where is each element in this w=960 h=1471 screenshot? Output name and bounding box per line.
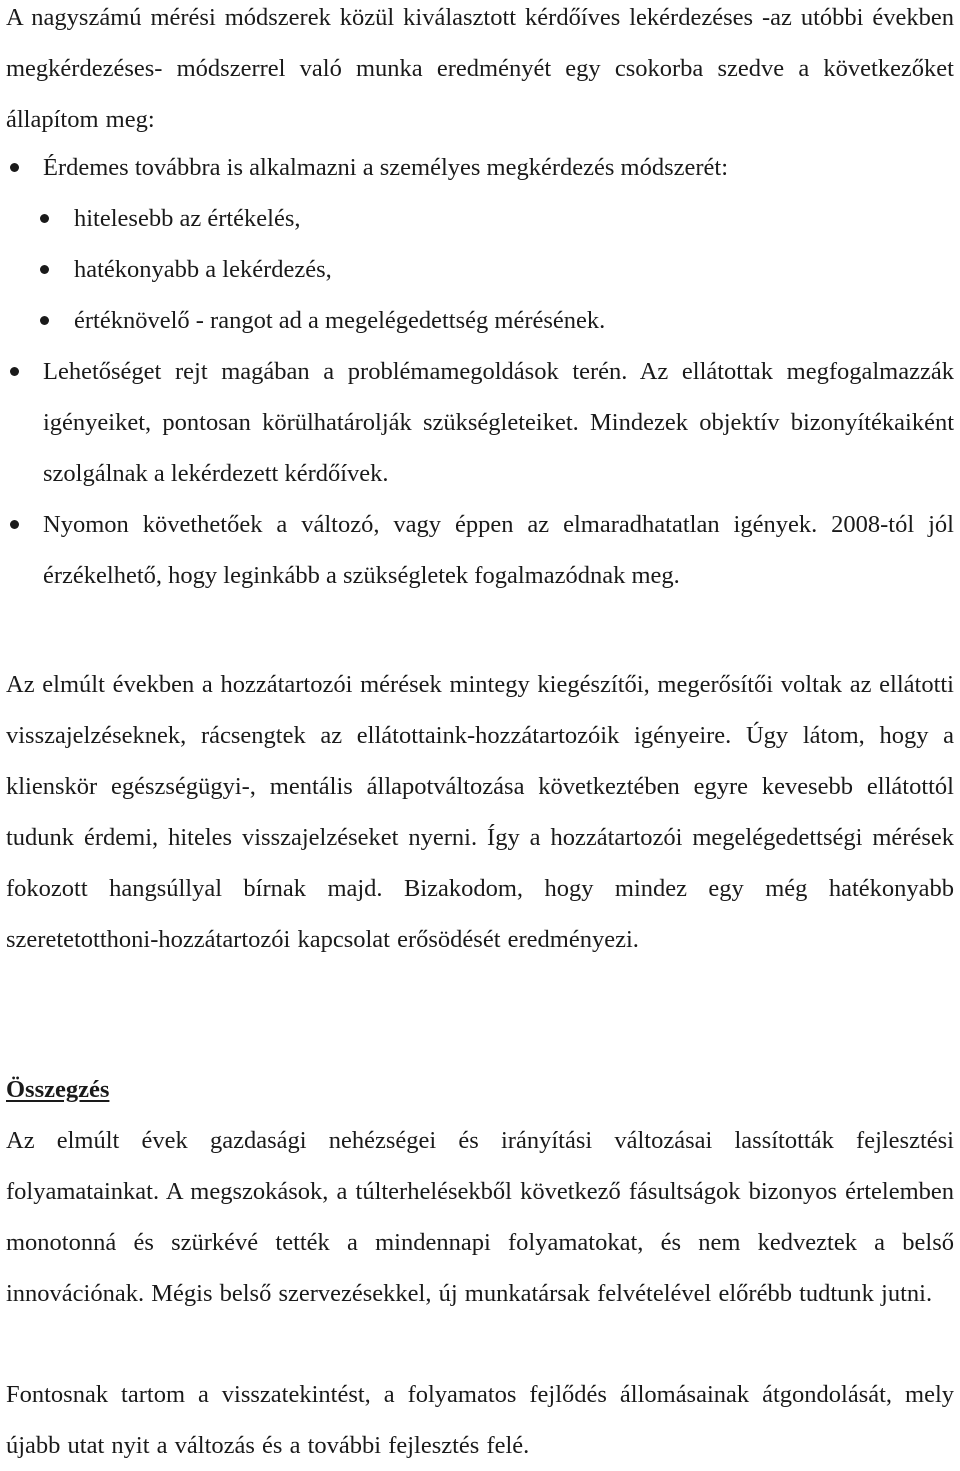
list-item: [0, 142, 954, 346]
bullet-icon: [40, 265, 49, 274]
findings-list: [0, 142, 954, 601]
sub-list-item: [0, 193, 954, 244]
bullet-icon: [10, 520, 19, 529]
list-item-text: Érdemes továbbra is alkalmazni a személyes megkérdezés módszerét:: [43, 154, 729, 181]
section-heading: Összegzés: [6, 1076, 110, 1103]
list-item: [0, 499, 954, 601]
bullet-icon: [10, 163, 19, 172]
sub-list-item-text: értéknövelő - rangot ad a megelégedettség mérésének.: [74, 307, 606, 334]
sub-list: [43, 193, 954, 346]
list-item-text: Nyomon követhetőek a változó, vagy éppen az elmaradhatatlan igények. 2008-tól jól érzékelhető, hogy leginkább a szükségletek fogalmazódnak meg.: [43, 511, 954, 589]
summary-paragraph-2: Fontosnak tartom a visszatekintést, a folyamatos fejlődés állomásainak átgondolását, mely újabb utat nyit a változás és a további fejlesztés felé.: [6, 1381, 954, 1459]
bullet-icon: [40, 316, 49, 325]
sub-list-item: [0, 295, 954, 346]
list-item-text: Lehetőséget rejt magában a problémamegoldások terén. Az ellátottak megfogalmazzák igényeiket, pontosan körülhatárolják szükségleteiket. Mindezek objektív bizonyítékaiként szolgálnak a lekérdezett kérdőívek.: [43, 358, 954, 487]
sub-list-item-text: hatékonyabb a lekérdezés,: [74, 256, 332, 283]
body-paragraph: Az elmúlt években a hozzátartozói mérések mintegy kiegészítői, megerősítői voltak az ellátotti visszajelzéseknek, rácsengtek az ellátottaink-hozzátartozóik igényeire. Úgy látom, hogy a klienskör egészségügyi-, mentális állapotváltozása következtében egyre kevesebb ellátottól tudunk érdemi, hiteles visszajelzéseket nyerni. Így a hozzátartozói megelégedettségi mérések fokozott hangsúllyal bírnak majd. Bizakodom, hogy mindez egy még hatékonyabb szeretetotthoni-hozzátartozói kapcsolat erősödését eredményezi.: [6, 671, 954, 953]
bullet-icon: [10, 367, 19, 376]
intro-paragraph: A nagyszámú mérési módszerek közül kiválasztott kérdőíves lekérdezéses -az utóbbi években megkérdezéses- módszerrel való munka eredményét egy csokorba szedve a következőket állapítom meg:: [6, 4, 954, 133]
summary-paragraph-1: Az elmúlt évek gazdasági nehézségei és irányítási változásai lassították fejlesztési folyamatainkat. A megszokások, a túlterhelésekből következő fásultságok bizonyos értelemben monotonná és szürkévé tették a mindennapi folyamatokat, és nem kedveztek a belső innovációnak. Mégis belső szervezésekkel, új munkatársak felvételével előrébb tudtunk jutni.: [6, 1127, 954, 1307]
bullet-icon: [40, 214, 49, 223]
sub-list-item-text: hitelesebb az értékelés,: [74, 205, 301, 232]
sub-list-item: [0, 244, 954, 295]
list-item: [0, 346, 954, 499]
